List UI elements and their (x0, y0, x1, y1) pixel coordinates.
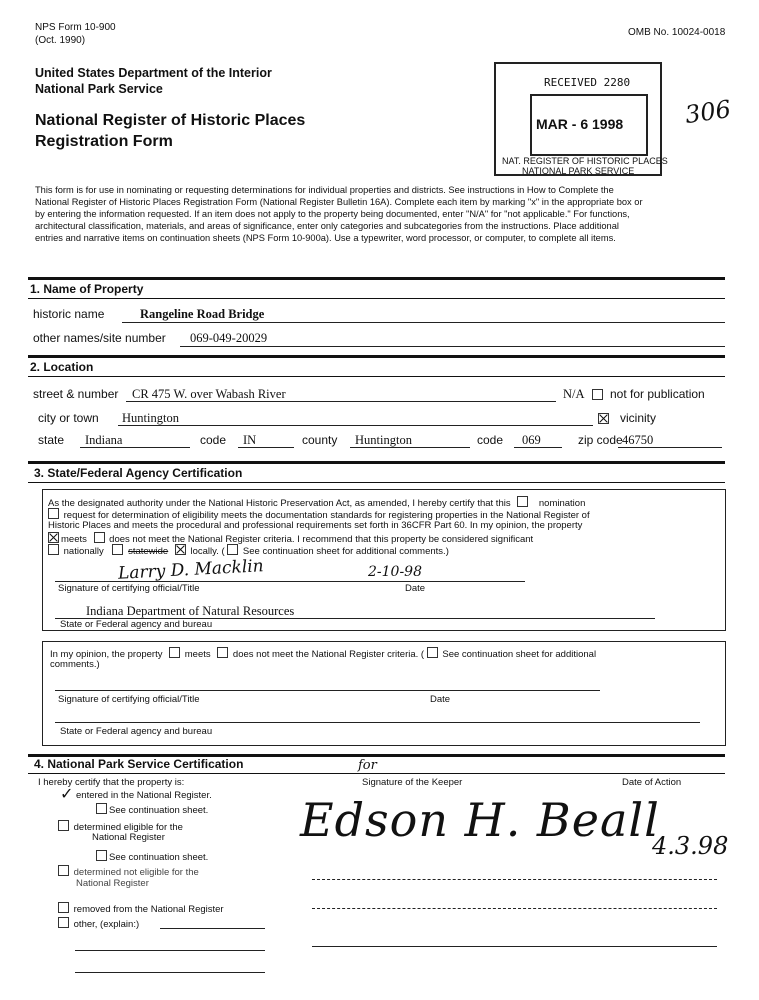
statewide-label: statewide (128, 546, 169, 557)
cert-line-5 (48, 544, 449, 557)
agency-name: National Park Service (35, 82, 163, 96)
meets-label: meets (61, 534, 87, 545)
agency-label: State or Federal agency and bureau (60, 619, 213, 630)
keeper-line (312, 908, 717, 909)
handwritten-number: 306 (683, 94, 733, 130)
state-code-value[interactable]: IN (243, 433, 257, 447)
not-for-publication-label: not for publication (610, 387, 705, 401)
stamp-line1: NAT. REGISTER OF HISTORIC PLACES (502, 156, 668, 166)
opinion-meets-label: meets (184, 649, 211, 660)
stamp-date: MAR - 6 1998 (536, 116, 624, 132)
intro-text (35, 184, 725, 244)
nationally-label: nationally (63, 546, 104, 557)
other-names-line (180, 346, 725, 347)
cert-text-2: request for determination of eligibility meets the documentation standards for registering properties in the National Register of (63, 510, 590, 521)
continuation-label: See continuation sheet for additional comments.) (242, 546, 449, 557)
signature2-line (55, 690, 600, 691)
zip-label: zip code (578, 433, 623, 447)
opinion-line-2: comments.) (50, 659, 100, 670)
section-rule (28, 773, 725, 774)
city-value[interactable]: Huntington (122, 411, 179, 425)
date-label: Date (405, 583, 426, 594)
section-rule (28, 298, 725, 299)
signature2-label: Signature of certifying official/Title (58, 694, 200, 705)
removed-option[interactable] (58, 902, 224, 915)
intro-line: National Register of Historic Places Registration Form (National Register Bulletin 16A). Complete each item by marking "x" in the appropriate box or (35, 197, 643, 207)
opinion-meets-checkbox[interactable] (169, 647, 180, 658)
opinion-continuation-checkbox[interactable] (427, 647, 438, 658)
agency-value[interactable]: Indiana Department of Natural Resources (86, 604, 295, 618)
county-value[interactable]: Huntington (355, 433, 412, 447)
not-eligible-option-line2: National Register (76, 878, 149, 889)
zip-line (618, 447, 722, 448)
for-note: for (358, 758, 377, 773)
not-eligible-option[interactable] (58, 865, 199, 878)
county-code-line (514, 447, 562, 448)
eligibility-request-checkbox[interactable] (48, 508, 59, 519)
cert-text-4: does not meet the National Register criteria. I recommend that this property be considered significant (109, 534, 534, 545)
intro-line: entries and narrative items on continuation sheets (NPS Form 10-900a). Use a typewriter, word processor, or computer, to complete all items. (35, 233, 616, 243)
certifying-signature: Larry D. Macklin (117, 556, 265, 584)
other-names-value[interactable]: 069-049-20029 (190, 331, 268, 345)
section3-heading: 3. State/Federal Agency Certification (34, 466, 243, 480)
section-rule (28, 482, 725, 483)
county-label: county (302, 433, 338, 447)
stamp-date-box (530, 94, 648, 156)
state-label: state (38, 433, 65, 447)
agency2-label: State or Federal agency and bureau (60, 726, 213, 737)
not-for-publication-checkbox[interactable] (592, 389, 605, 402)
state-code-line (238, 447, 294, 448)
cert-text-1: As the designated authority under the National Historic Preservation Act, as amended, I hereby certify that this (48, 498, 511, 509)
section1-heading: 1. Name of Property (30, 282, 144, 296)
na-value[interactable]: N/A (563, 387, 585, 401)
vicinity-label: vicinity (620, 411, 657, 425)
section2-heading: 2. Location (30, 360, 94, 374)
removed-label: removed from the National Register (73, 904, 224, 915)
section4-heading: 4. National Park Service Certification (34, 757, 244, 771)
eligible-label: determined eligible for the (73, 822, 183, 833)
check-mark-icon: ✓ (60, 786, 74, 803)
street-label: street & number (33, 387, 119, 401)
opinion-does-not-meet-checkbox[interactable] (217, 647, 228, 658)
city-label: city or town (38, 411, 99, 425)
omb-number: OMB No. 10024-0018 (628, 27, 726, 38)
keeper-line (312, 946, 717, 947)
street-value[interactable]: CR 475 W. over Wabash River (132, 387, 286, 401)
intro-line: This form is for use in nominating or requesting determinations for individual properties and districts. See instructions in How to Complete the (35, 185, 614, 195)
cert-line-3: Historic Places and meets the procedural and professional requirements set forth in 36CFR Part 60. In my opinion, the property (48, 520, 583, 531)
state-line (80, 447, 190, 448)
keeper-signature: Edson H. Beall (300, 793, 660, 847)
street-line (126, 401, 556, 402)
form-number: NPS Form 10-900 (35, 22, 116, 33)
not-eligible-label: determined not eligible for the (73, 867, 199, 878)
explain-line (75, 972, 265, 973)
historic-name-line (122, 322, 725, 323)
agency2-line (55, 722, 700, 723)
entered-continuation[interactable] (96, 803, 208, 816)
state-value[interactable]: Indiana (85, 433, 123, 447)
signature-label: Signature of certifying official/Title (58, 583, 200, 594)
department-name: United States Department of the Interior (35, 66, 272, 80)
intro-line: by entering the information requested. If an item does not apply to the property being documented, enter "N/A" for "not applicable." For functions, (35, 209, 630, 219)
opinion-line-1 (50, 647, 596, 660)
certifying-date: 2-10-98 (368, 564, 422, 580)
nomination-checkbox[interactable] (517, 496, 528, 507)
section-divider (28, 461, 725, 464)
other-names-label: other names/site number (33, 331, 166, 345)
eligible-option-line2: National Register (92, 832, 165, 843)
vicinity-checkbox[interactable] (598, 413, 611, 426)
other-option[interactable] (58, 917, 139, 930)
section-divider (28, 355, 725, 358)
eligible-continuation[interactable] (96, 850, 208, 863)
action-date: 4.3.98 (652, 832, 729, 860)
page-title: National Register of Historic Places (35, 112, 306, 129)
signature-line (55, 581, 525, 582)
nomination-label: nomination (538, 498, 586, 509)
historic-name-value[interactable]: Rangeline Road Bridge (140, 307, 265, 321)
county-code-label: code (477, 433, 504, 447)
keeper-label: Signature of the Keeper (362, 777, 463, 788)
opinion-text-2: does not meet the National Register criteria. ( (232, 649, 425, 660)
section-divider (28, 277, 725, 280)
hereby-certify: I hereby certify that the property is: (38, 777, 185, 788)
locally-checkbox[interactable] (175, 544, 186, 555)
nationally-checkbox[interactable] (48, 544, 59, 555)
page-subtitle: Registration Form (35, 133, 173, 150)
opinion-text-1: In my opinion, the property (50, 649, 163, 660)
city-line (118, 425, 593, 426)
keeper-line (312, 879, 717, 880)
locally-label: locally. ( (190, 546, 225, 557)
stamp-line2: NATIONAL PARK SERVICE (522, 166, 635, 176)
opinion-text-3: See continuation sheet for additional (442, 649, 597, 660)
section-rule (28, 376, 725, 377)
other-line (160, 928, 265, 929)
other-label: other, (explain:) (73, 919, 140, 930)
statewide-checkbox[interactable] (112, 544, 123, 555)
date-of-action-label: Date of Action (622, 777, 682, 788)
form-date: (Oct. 1990) (35, 35, 86, 46)
does-not-meet-checkbox[interactable] (94, 532, 105, 543)
stamp-received: RECEIVED 2280 (544, 76, 631, 89)
county-line (350, 447, 470, 448)
entered-option[interactable]: entered in the National Register. (76, 790, 212, 801)
historic-name-label: historic name (33, 307, 105, 321)
meets-checkbox[interactable] (48, 532, 59, 543)
continuation-sheet-checkbox[interactable] (227, 544, 238, 555)
county-code-value[interactable]: 069 (522, 433, 541, 447)
explain-line (75, 950, 265, 951)
zip-value[interactable]: 46750 (622, 433, 654, 447)
eligible-continuation-label: See continuation sheet. (109, 852, 209, 863)
intro-line: architectural classification, materials, and areas of significance, enter only categories and subcategories from the instructions. Place additional (35, 221, 619, 231)
date2-label: Date (430, 694, 451, 705)
entered-continuation-label: See continuation sheet. (109, 805, 209, 816)
state-code-label: code (200, 433, 227, 447)
